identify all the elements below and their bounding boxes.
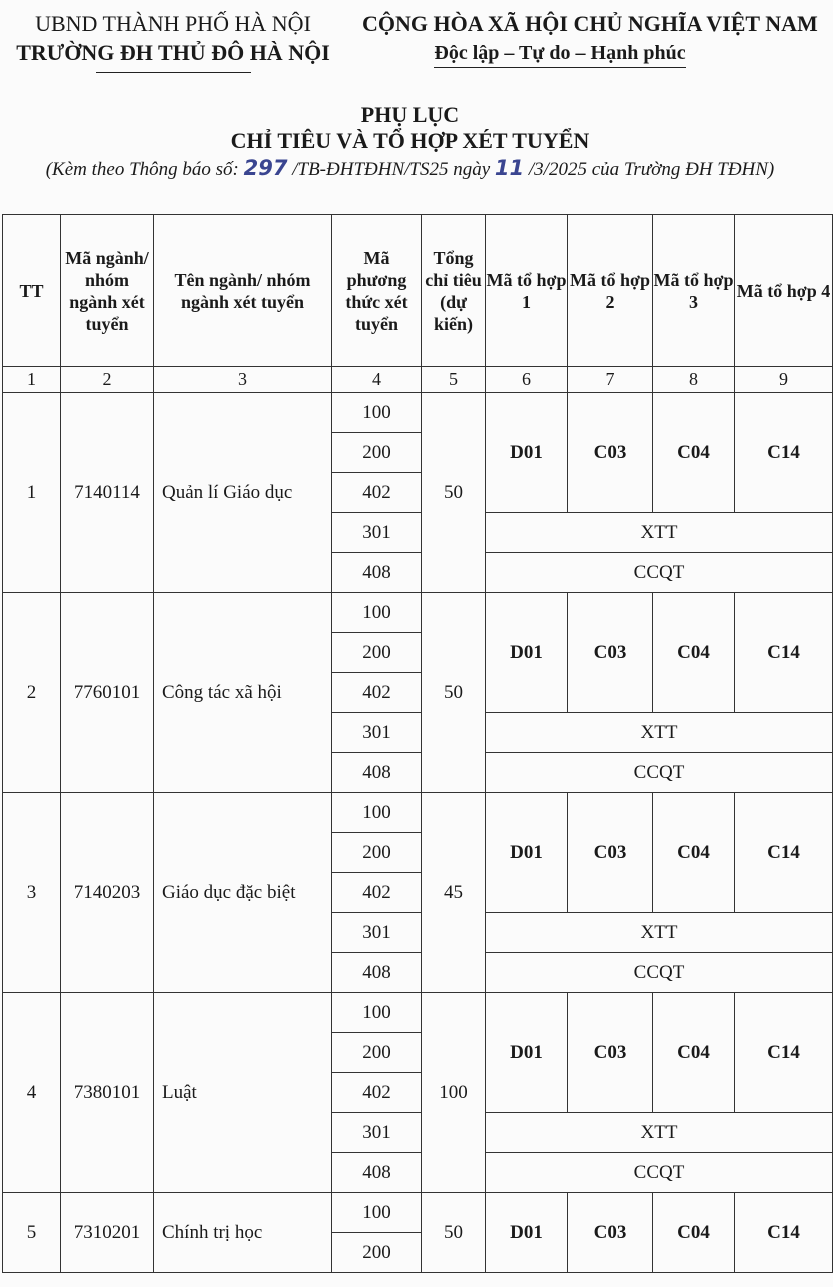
col-number: 4 xyxy=(332,367,422,393)
table-row xyxy=(3,793,833,833)
col-number: 1 xyxy=(3,367,61,393)
cell-method: 301 xyxy=(332,913,422,953)
th-combo3: Mã tổ hợp 3 xyxy=(653,215,735,367)
cell-method: 100 xyxy=(332,993,422,1033)
cell-quota: 45 xyxy=(422,793,486,993)
cell-method: 200 xyxy=(332,833,422,873)
national-motto: Độc lập – Tự do – Hạnh phúc xyxy=(434,42,685,68)
col-number: 2 xyxy=(61,367,154,393)
cell-combo: D01 xyxy=(486,1193,568,1273)
issuer-school: TRƯỜNG ĐH THỦ ĐÔ HÀ NỘI xyxy=(16,40,330,65)
national-motto-wrap xyxy=(362,38,750,68)
cell-code: 7140114 xyxy=(61,393,154,593)
cell-tt: 5 xyxy=(3,1193,61,1273)
cell-method: 402 xyxy=(332,1073,422,1113)
cell-tt: 4 xyxy=(3,993,61,1193)
cell-name: Giáo dục đặc biệt xyxy=(154,793,332,993)
column-number-row xyxy=(3,367,833,393)
col-number: 9 xyxy=(735,367,833,393)
th-combo1: Mã tổ hợp 1 xyxy=(486,215,568,367)
th-method: Mã phương thức xét tuyển xyxy=(332,215,422,367)
table-row xyxy=(3,993,833,1033)
cell-xtt: XTT xyxy=(486,513,833,553)
cell-combo: C03 xyxy=(568,993,653,1113)
th-combo4: Mã tổ hợp 4 xyxy=(735,215,833,367)
cell-combo: C14 xyxy=(735,593,833,713)
cell-method: 408 xyxy=(332,1153,422,1193)
col-number: 7 xyxy=(568,367,653,393)
issuer-underline xyxy=(96,72,251,73)
cell-ccqt: CCQT xyxy=(486,553,833,593)
cell-combo: C04 xyxy=(653,393,735,513)
col-number: 8 xyxy=(653,367,735,393)
cell-combo: C14 xyxy=(735,1193,833,1273)
cell-combo: C03 xyxy=(568,793,653,913)
cell-method: 408 xyxy=(332,753,422,793)
cell-quota: 50 xyxy=(422,593,486,793)
cell-method: 100 xyxy=(332,393,422,433)
cell-method: 402 xyxy=(332,673,422,713)
cell-name: Chính trị học xyxy=(154,1193,332,1273)
admission-table xyxy=(2,214,833,1273)
appendix-heading: CHỈ TIÊU VÀ TỔ HỢP XÉT TUYỂN xyxy=(230,128,590,153)
cell-method: 100 xyxy=(332,1193,422,1233)
subtitle-post: /3/2025 của Trường ĐH TĐHN) xyxy=(528,159,775,180)
cell-name: Luật xyxy=(154,993,332,1193)
national-title: CỘNG HÒA XÃ HỘI CHỦ NGHĨA VIỆT NAM xyxy=(362,11,818,36)
header-row xyxy=(3,215,833,367)
col-number: 6 xyxy=(486,367,568,393)
table-row xyxy=(3,393,833,433)
cell-combo: D01 xyxy=(486,793,568,913)
th-combo2: Mã tổ hợp 2 xyxy=(568,215,653,367)
cell-combo: C04 xyxy=(653,793,735,913)
col-number: 3 xyxy=(154,367,332,393)
cell-xtt: XTT xyxy=(486,713,833,753)
cell-code: 7380101 xyxy=(61,993,154,1193)
cell-method: 408 xyxy=(332,953,422,993)
table-row xyxy=(3,593,833,633)
cell-name: Quản lí Giáo dục xyxy=(154,393,332,593)
cell-ccqt: CCQT xyxy=(486,953,833,993)
th-name: Tên ngành/ nhóm ngành xét tuyển xyxy=(154,215,332,367)
cell-method: 402 xyxy=(332,473,422,513)
subtitle-mid: /TB-ĐHTĐHN/TS25 ngày xyxy=(292,159,491,180)
cell-name: Công tác xã hội xyxy=(154,593,332,793)
cell-method: 200 xyxy=(332,1033,422,1073)
cell-combo: C14 xyxy=(735,393,833,513)
document-titles xyxy=(0,102,820,184)
cell-tt: 2 xyxy=(3,593,61,793)
cell-xtt: XTT xyxy=(486,913,833,953)
appendix-subtitle xyxy=(0,154,820,184)
cell-combo: C03 xyxy=(568,593,653,713)
cell-quota: 100 xyxy=(422,993,486,1193)
cell-code: 7310201 xyxy=(61,1193,154,1273)
cell-combo: D01 xyxy=(486,993,568,1113)
cell-method: 100 xyxy=(332,593,422,633)
appendix-title: PHỤ LỤC xyxy=(360,102,460,127)
cell-combo: C04 xyxy=(653,593,735,713)
cell-combo: C03 xyxy=(568,1193,653,1273)
cell-method: 408 xyxy=(332,553,422,593)
cell-method: 100 xyxy=(332,793,422,833)
cell-code: 7140203 xyxy=(61,793,154,993)
cell-method: 200 xyxy=(332,633,422,673)
table-row xyxy=(3,1193,833,1233)
cell-combo: C14 xyxy=(735,793,833,913)
cell-ccqt: CCQT xyxy=(486,753,833,793)
cell-combo: D01 xyxy=(486,593,568,713)
cell-method: 200 xyxy=(332,433,422,473)
subtitle-pre: (Kèm theo Thông báo số: xyxy=(45,159,239,180)
cell-method: 402 xyxy=(332,873,422,913)
cell-combo: C04 xyxy=(653,993,735,1113)
cell-method: 301 xyxy=(332,1113,422,1153)
cell-code: 7760101 xyxy=(61,593,154,793)
cell-combo: C03 xyxy=(568,393,653,513)
cell-combo: D01 xyxy=(486,393,568,513)
cell-ccqt: CCQT xyxy=(486,1153,833,1193)
issuer-header xyxy=(0,10,346,73)
cell-method: 301 xyxy=(332,713,422,753)
cell-tt: 3 xyxy=(3,793,61,993)
col-number: 5 xyxy=(422,367,486,393)
cell-method: 200 xyxy=(332,1233,422,1273)
national-header xyxy=(362,10,832,68)
th-code: Mã ngành/ nhóm ngành xét tuyển xyxy=(61,215,154,367)
cell-combo: C14 xyxy=(735,993,833,1113)
cell-quota: 50 xyxy=(422,1193,486,1273)
cell-quota: 50 xyxy=(422,393,486,593)
issuer-authority: UBND THÀNH PHỐ HÀ NỘI xyxy=(35,11,311,36)
notice-number: 297 xyxy=(243,156,288,180)
cell-combo: C04 xyxy=(653,1193,735,1273)
cell-tt: 1 xyxy=(3,393,61,593)
notice-day: 11 xyxy=(494,156,525,180)
th-tt: TT xyxy=(3,215,61,367)
cell-method: 301 xyxy=(332,513,422,553)
cell-xtt: XTT xyxy=(486,1113,833,1153)
th-quota: Tổng chỉ tiêu (dự kiến) xyxy=(422,215,486,367)
